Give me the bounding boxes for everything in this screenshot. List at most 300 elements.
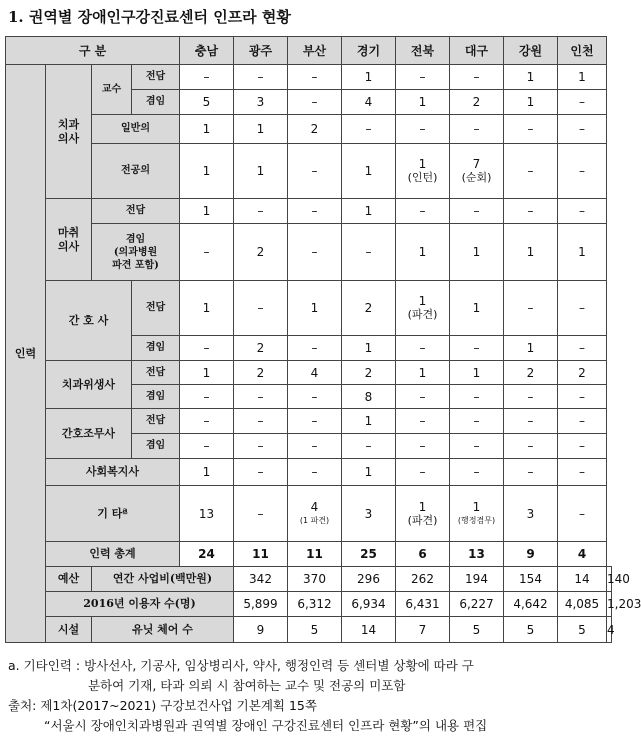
anesth-conc-label: 겸임 (의과병원 파견 포함) <box>92 224 180 281</box>
cell-value: 1 <box>526 341 535 355</box>
value-cell <box>558 486 607 542</box>
value-cell <box>450 65 504 90</box>
cell-value: – <box>527 122 534 136</box>
value-cell <box>342 65 396 90</box>
cell-value: – <box>419 122 426 136</box>
value-cell <box>450 115 504 144</box>
social-worker-label: 사회복지사 <box>46 459 180 486</box>
cell-value: – <box>473 465 480 479</box>
cell-value: 6,227 <box>459 597 494 611</box>
cell-value: 6,431 <box>405 597 440 611</box>
chairs-label: 유닛 체어 수 <box>92 617 234 643</box>
cell-value: – <box>527 204 534 218</box>
value-cell <box>504 144 558 199</box>
value-cell <box>234 281 288 336</box>
value-cell <box>342 486 396 542</box>
nurse-label: 간 호 사 <box>46 281 132 361</box>
table-row <box>6 567 612 592</box>
cell-value: 6,934 <box>351 597 386 611</box>
header-row <box>6 37 612 65</box>
table-row <box>6 361 612 385</box>
value-cell <box>504 361 558 385</box>
annual-budget-label: 연간 사업비(백만원) <box>92 567 234 592</box>
cell-value: 1 <box>418 157 427 171</box>
table-row <box>6 65 612 90</box>
value-cell <box>558 224 607 281</box>
cell-value: 1,203 <box>607 597 641 611</box>
value-cell <box>396 144 450 199</box>
table-row <box>6 542 612 567</box>
value-cell <box>234 336 288 361</box>
cell-value: – <box>203 389 210 404</box>
value-cell <box>234 409 288 434</box>
value-cell <box>234 542 288 567</box>
users-label: 2016년 이용자 수(명) <box>46 592 234 617</box>
cell-value: 4 <box>310 365 319 380</box>
cell-value: 4 <box>577 547 587 561</box>
value-cell <box>504 115 558 144</box>
value-cell <box>288 592 342 617</box>
cell-value: 4 <box>607 622 615 637</box>
cell-value: 1 <box>472 245 481 259</box>
cell-note: (1 파견) <box>299 515 330 525</box>
header-label: 구 분 <box>6 37 180 65</box>
value-cell <box>558 459 607 486</box>
table-row <box>6 409 612 434</box>
value-cell <box>450 385 504 409</box>
value-cell <box>288 542 342 567</box>
value-cell <box>288 224 342 281</box>
table-row <box>6 281 612 336</box>
value-cell <box>504 199 558 224</box>
value-cell <box>342 361 396 385</box>
value-cell <box>396 617 450 643</box>
cell-value: 2 <box>526 365 535 380</box>
cell-value: 4,642 <box>513 597 548 611</box>
cell-value: 25 <box>360 547 377 561</box>
value-cell <box>288 459 342 486</box>
cell-value: – <box>203 414 210 428</box>
cell-value: 4,085 <box>564 597 600 611</box>
value-cell <box>558 617 607 643</box>
cell-value: – <box>473 204 480 218</box>
table-row <box>6 144 612 199</box>
cell-value: 1 <box>202 204 211 218</box>
value-cell <box>180 281 234 336</box>
cell-value: – <box>579 506 585 521</box>
cell-value: 1 <box>364 204 373 218</box>
value-cell <box>234 592 288 617</box>
cell-value: 1 <box>202 122 211 136</box>
value-cell <box>504 567 558 592</box>
cell-value: 1 <box>364 414 373 428</box>
cell-value: 5 <box>526 622 535 637</box>
value-cell <box>558 567 607 592</box>
cell-value: – <box>473 341 480 355</box>
cell-value: 1 <box>202 301 211 315</box>
value-cell <box>288 486 342 542</box>
cell-value: 8 <box>364 389 373 404</box>
cell-value: 1 <box>256 122 265 136</box>
cell-value: 1 <box>364 341 373 355</box>
value-cell <box>288 65 342 90</box>
cell-value: – <box>203 245 210 259</box>
value-cell <box>342 567 396 592</box>
cell-value: – <box>579 95 585 109</box>
value-cell <box>450 409 504 434</box>
value-cell <box>504 459 558 486</box>
value-cell <box>558 385 607 409</box>
value-cell <box>234 65 288 90</box>
value-cell <box>288 385 342 409</box>
cell-value: – <box>473 414 480 428</box>
value-cell <box>234 224 288 281</box>
cell-value: – <box>311 341 318 355</box>
footnote-a-cont: 분하여 기재, 타과 의뢰 시 참여하는 교수 및 전공의 미포함 <box>88 678 406 693</box>
cell-value: – <box>203 341 210 355</box>
cell-value: 2 <box>364 365 373 380</box>
value-cell <box>396 281 450 336</box>
value-cell <box>342 434 396 459</box>
value-cell <box>450 199 504 224</box>
dedicated-label: 전담 <box>132 409 180 434</box>
budget-label: 예산 <box>46 567 92 592</box>
value-cell <box>504 486 558 542</box>
value-cell <box>396 592 450 617</box>
dedicated-label: 전담 <box>132 361 180 385</box>
cell-value: – <box>473 70 480 84</box>
value-cell <box>234 486 288 542</box>
general-label: 일반의 <box>92 115 180 144</box>
cell-value: 2 <box>364 301 373 315</box>
value-cell <box>558 336 607 361</box>
region-header: 충남 <box>180 37 234 65</box>
value-cell <box>234 199 288 224</box>
value-cell <box>180 434 234 459</box>
cell-value: 1 <box>526 245 535 259</box>
cell-value: – <box>365 122 372 136</box>
table-row <box>6 486 612 542</box>
table-row <box>6 224 612 281</box>
cell-value: – <box>257 506 264 521</box>
cell-value: – <box>579 204 585 218</box>
value-cell <box>396 459 450 486</box>
cell-value: – <box>365 245 372 259</box>
cell-value: 1 <box>526 95 535 109</box>
cell-value: 370 <box>303 572 326 586</box>
value-cell <box>396 434 450 459</box>
value-cell <box>396 385 450 409</box>
cell-value: – <box>311 439 318 453</box>
cell-value: – <box>257 465 264 479</box>
anesth-label: 마취 의사 <box>46 199 92 281</box>
concurrent-label: 겸임 <box>132 90 180 115</box>
value-cell <box>234 90 288 115</box>
cell-value: – <box>311 414 318 428</box>
cell-value: 1 <box>418 499 427 514</box>
cell-value: – <box>257 301 264 315</box>
dedicated-label: 전담 <box>92 199 180 224</box>
cell-value: 7 <box>472 157 481 171</box>
cell-value: 3 <box>364 506 373 521</box>
cell-value: 11 <box>252 547 269 561</box>
value-cell <box>396 567 450 592</box>
cell-value: 296 <box>357 572 380 586</box>
value-cell <box>288 90 342 115</box>
value-cell <box>396 361 450 385</box>
cell-value: 5 <box>472 622 481 637</box>
cell-value: – <box>579 414 585 428</box>
value-cell <box>450 592 504 617</box>
value-cell <box>288 281 342 336</box>
cell-value: – <box>579 164 585 178</box>
value-cell <box>558 542 607 567</box>
cell-value: – <box>473 122 480 136</box>
cell-value: – <box>419 204 426 218</box>
value-cell <box>504 65 558 90</box>
cell-value: 1 <box>202 365 211 380</box>
total-label: 인력 총계 <box>46 542 180 567</box>
value-cell <box>180 542 234 567</box>
cell-note: (인턴) <box>407 171 438 184</box>
cell-value: 262 <box>411 572 434 586</box>
value-cell <box>504 336 558 361</box>
value-cell <box>504 90 558 115</box>
cell-value: 1 <box>364 465 373 479</box>
value-cell <box>180 486 234 542</box>
resident-label: 전공의 <box>92 144 180 199</box>
region-header: 경기 <box>342 37 396 65</box>
value-cell <box>504 592 558 617</box>
cell-value: 1 <box>578 245 586 259</box>
region-header: 대구 <box>450 37 504 65</box>
cell-value: – <box>419 465 426 479</box>
cell-value: 2 <box>472 95 481 109</box>
cell-note: (순회) <box>461 171 492 184</box>
cell-value: 24 <box>198 547 215 561</box>
manpower-label: 인력 <box>6 65 46 643</box>
cell-value: 1 <box>364 70 373 84</box>
cell-value: 1 <box>578 70 586 84</box>
value-cell <box>607 617 615 643</box>
value-cell <box>504 385 558 409</box>
table-row <box>6 199 612 224</box>
value-cell <box>342 409 396 434</box>
value-cell <box>558 361 607 385</box>
cell-value: 1 <box>202 164 211 178</box>
cell-value: 1 <box>418 95 427 109</box>
cell-value: 1 <box>472 499 481 514</box>
cell-value: – <box>257 389 264 404</box>
cell-value: – <box>419 439 426 453</box>
cell-value: – <box>257 439 264 453</box>
value-cell <box>342 385 396 409</box>
value-cell <box>396 199 450 224</box>
cell-value: – <box>527 164 534 178</box>
cell-value: – <box>473 439 480 453</box>
cell-value: – <box>579 341 585 355</box>
value-cell <box>396 65 450 90</box>
nurse-aide-label: 간호조무사 <box>46 409 132 459</box>
cell-value: – <box>311 245 318 259</box>
cell-value: 140 <box>607 572 630 586</box>
value-cell <box>180 224 234 281</box>
cell-value: 1 <box>418 294 427 308</box>
value-cell <box>450 567 504 592</box>
value-cell <box>180 199 234 224</box>
value-cell <box>607 592 641 617</box>
dentist-label: 치과 의사 <box>46 65 92 199</box>
value-cell <box>288 144 342 199</box>
cell-value: 3 <box>526 506 535 521</box>
cell-value: 1 <box>256 164 265 178</box>
value-cell <box>396 336 450 361</box>
region-header: 광주 <box>234 37 288 65</box>
cell-value: 6 <box>418 547 427 561</box>
infrastructure-table <box>5 36 641 643</box>
cell-value: 5 <box>310 622 319 637</box>
value-cell <box>234 144 288 199</box>
value-cell <box>234 361 288 385</box>
cell-value: – <box>579 122 585 136</box>
cell-value: – <box>311 95 318 109</box>
value-cell <box>234 385 288 409</box>
cell-value: – <box>527 414 534 428</box>
value-cell <box>342 336 396 361</box>
cell-value: 9 <box>256 622 265 637</box>
value-cell <box>342 542 396 567</box>
cell-value: 1 <box>526 70 535 84</box>
cell-value: 5 <box>578 622 586 637</box>
value-cell <box>288 567 342 592</box>
value-cell <box>288 409 342 434</box>
cell-value: – <box>579 301 585 315</box>
cell-value: 2 <box>256 245 265 259</box>
cell-value: 1 <box>202 465 211 479</box>
other-label: 기 타ª <box>46 486 180 542</box>
cell-value: 2 <box>578 365 586 380</box>
value-cell <box>558 409 607 434</box>
concurrent-label: 겸임 <box>132 385 180 409</box>
source-note-cont: “서울시 장애인치과병원과 권역별 장애인 구강진료센터 인프라 현황”의 내용 편집 <box>44 718 488 733</box>
cell-value: 194 <box>465 572 488 586</box>
value-cell <box>288 434 342 459</box>
value-cell <box>504 434 558 459</box>
cell-value: – <box>419 70 426 84</box>
value-cell <box>342 459 396 486</box>
value-cell <box>288 336 342 361</box>
cell-value: 7 <box>418 622 427 637</box>
value-cell <box>450 617 504 643</box>
concurrent-label: 겸임 <box>132 336 180 361</box>
value-cell <box>450 486 504 542</box>
value-cell <box>558 90 607 115</box>
value-cell <box>234 567 288 592</box>
value-cell <box>396 542 450 567</box>
cell-value: 2 <box>256 365 265 380</box>
cell-value: 1 <box>364 164 373 178</box>
table-row <box>6 617 612 643</box>
cell-value: 14 <box>574 572 590 586</box>
footnotes <box>8 656 487 736</box>
cell-value: – <box>257 204 264 218</box>
value-cell <box>558 199 607 224</box>
page-title: 1. 권역별 장애인구강진료센터 인프라 현황 <box>8 8 291 26</box>
cell-value: – <box>527 439 534 453</box>
value-cell <box>288 115 342 144</box>
value-cell <box>180 144 234 199</box>
cell-value: – <box>311 70 318 84</box>
cell-value: 342 <box>249 572 272 586</box>
cell-value: 4 <box>364 95 373 109</box>
table-row <box>6 592 612 617</box>
value-cell <box>234 459 288 486</box>
cell-value: – <box>419 389 426 404</box>
cell-value: – <box>311 389 318 404</box>
value-cell <box>396 115 450 144</box>
value-cell <box>288 617 342 643</box>
cell-value: – <box>203 70 210 84</box>
value-cell <box>342 144 396 199</box>
value-cell <box>504 617 558 643</box>
value-cell <box>396 224 450 281</box>
value-cell <box>342 224 396 281</box>
value-cell <box>450 144 504 199</box>
cell-value: – <box>527 301 534 315</box>
value-cell <box>288 199 342 224</box>
dedicated-label: 전담 <box>132 281 180 336</box>
value-cell <box>450 361 504 385</box>
value-cell <box>607 567 630 592</box>
value-cell <box>396 409 450 434</box>
value-cell <box>450 542 504 567</box>
value-cell <box>180 385 234 409</box>
value-cell <box>558 144 607 199</box>
dedicated-label: 전담 <box>132 65 180 90</box>
value-cell <box>504 542 558 567</box>
table-row <box>6 459 612 486</box>
value-cell <box>180 65 234 90</box>
cell-value: – <box>579 465 585 479</box>
cell-note: (파견) <box>407 308 438 321</box>
value-cell <box>234 617 288 643</box>
footnote-a: a. 기타인력 : 방사선사, 기공사, 임상병리사, 약사, 행정인력 등 센터별 상황에 따라 구 <box>8 658 474 673</box>
value-cell <box>504 409 558 434</box>
cell-value: 9 <box>526 547 535 561</box>
value-cell <box>450 336 504 361</box>
cell-note: (행정겸무) <box>457 515 496 525</box>
value-cell <box>396 90 450 115</box>
cell-value: 1 <box>472 365 481 380</box>
cell-value: – <box>527 465 534 479</box>
value-cell <box>180 361 234 385</box>
hygienist-label: 치과위생사 <box>46 361 132 409</box>
cell-value: – <box>311 465 318 479</box>
value-cell <box>342 199 396 224</box>
cell-value: – <box>365 439 372 453</box>
region-header: 강원 <box>504 37 558 65</box>
cell-value: – <box>311 204 318 218</box>
cell-value: 14 <box>360 622 377 637</box>
cell-value: 11 <box>306 547 323 561</box>
cell-value: 154 <box>519 572 542 586</box>
cell-value: – <box>419 414 426 428</box>
cell-value: 13 <box>198 506 215 521</box>
value-cell <box>180 459 234 486</box>
value-cell <box>450 434 504 459</box>
value-cell <box>450 90 504 115</box>
value-cell <box>504 224 558 281</box>
